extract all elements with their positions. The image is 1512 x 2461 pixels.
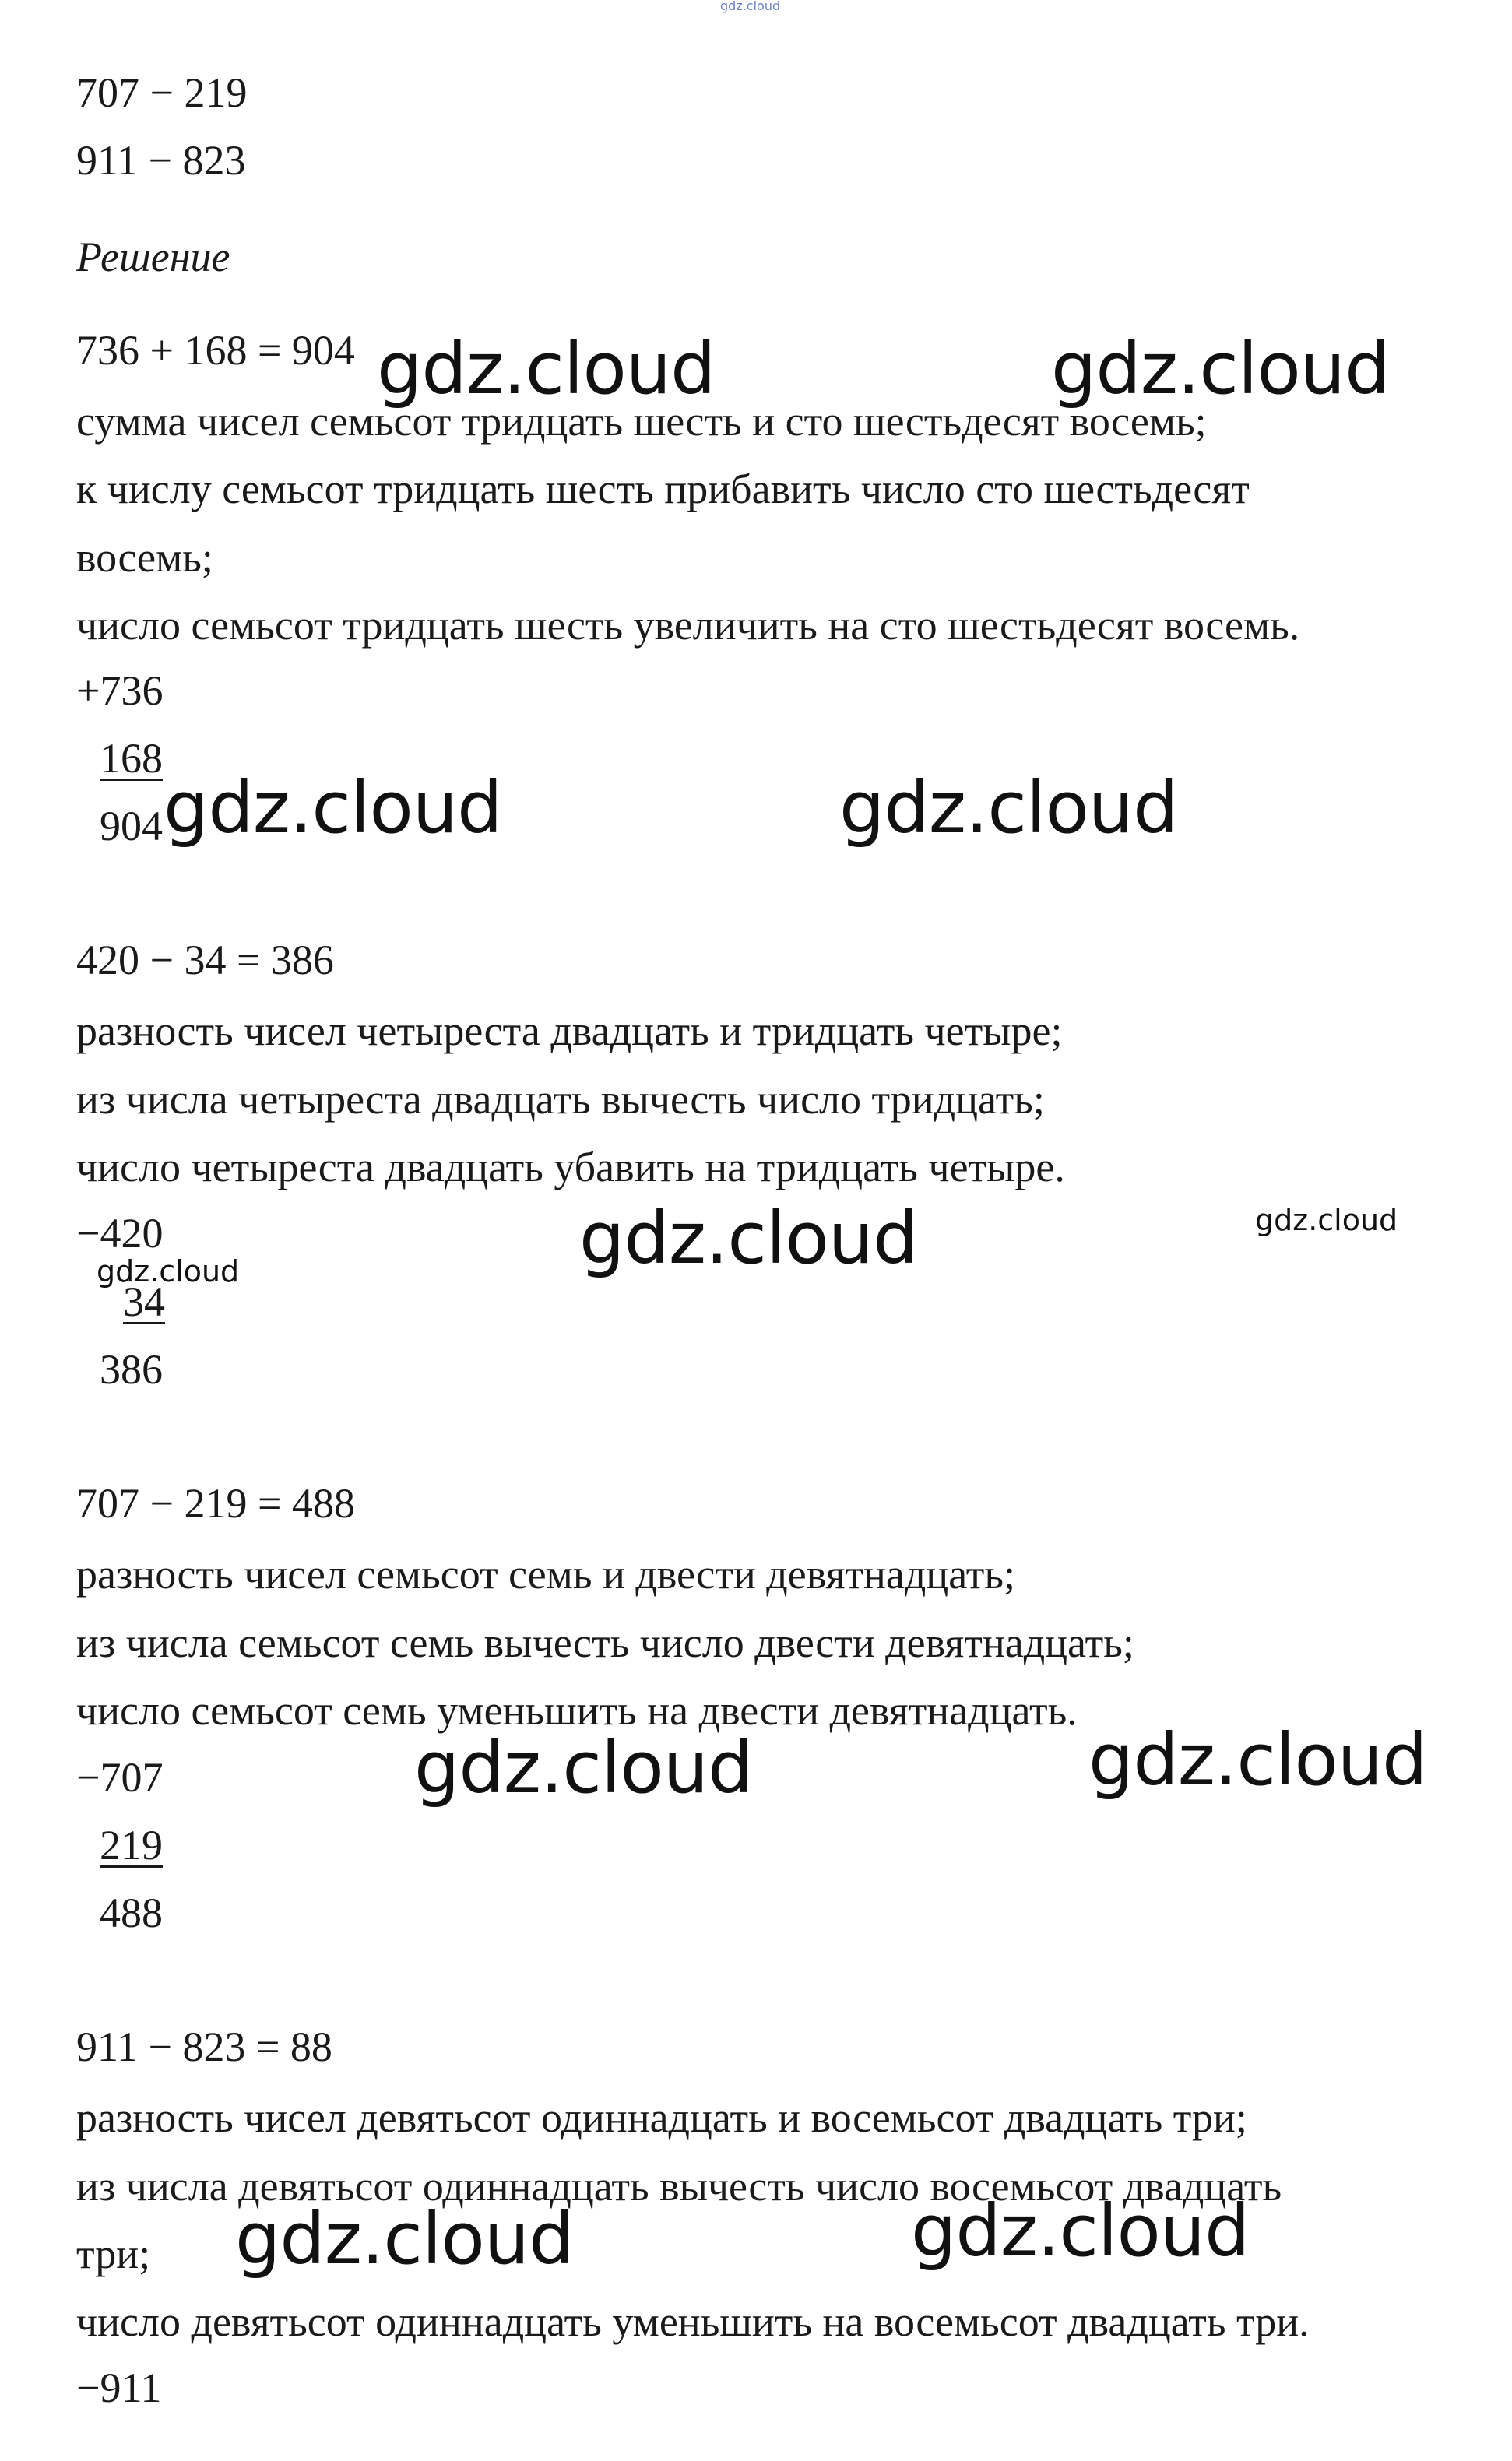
column-1-second: 168 [100,735,163,782]
exercise-line-2: 911 − 823 [76,137,246,184]
description-1-2: к числу семьсот тридцать шесть прибавить число сто шестьдесят [76,466,1250,512]
description-2-1: разность чисел четыреста двадцать и тридцать четыре; [76,1007,1063,1054]
description-4-4: число девятьсот одиннадцать уменьшить на восемьсот двадцать три. [76,2298,1310,2345]
watermark-10: gdz.cloud [235,2197,574,2280]
equation-1: 736 + 168 = 904 [76,327,355,374]
header-watermark: gdz.cloud [720,0,781,13]
description-4-2: из числа девятьсот одиннадцать вычесть число восемьсот двадцать [76,2163,1282,2210]
watermark-4: gdz.cloud [839,766,1178,849]
description-2-3: число четыреста двадцать убавить на тридцать четыре. [76,1144,1065,1190]
description-4-1: разность чисел девятьсот одиннадцать и восемьсот двадцать три; [76,2094,1247,2141]
description-1-4: число семьсот тридцать шесть увеличить на сто шестьдесят восемь. [76,602,1300,649]
description-1-3: восемь; [76,534,213,581]
equation-3: 707 − 219 = 488 [76,1480,355,1527]
watermark-3: gdz.cloud [164,766,502,849]
column-3-result: 488 [100,1890,163,1936]
column-2-result: 386 [100,1346,163,1393]
watermark-9: gdz.cloud [1088,1718,1427,1802]
column-1-result: 904 [100,803,163,849]
equation-2: 420 − 34 = 386 [76,937,334,983]
watermark-11: gdz.cloud [911,2189,1250,2273]
watermark-1: gdz.cloud [377,327,716,410]
description-4-3: три; [76,2231,151,2277]
watermark-2: gdz.cloud [1051,327,1390,410]
exercise-line-1: 707 − 219 [76,69,248,116]
description-3-3: число семьсот семь уменьшить на двести девятнадцать. [76,1687,1078,1734]
column-3-top: −707 [76,1754,164,1801]
description-3-1: разность чисел семьсот семь и двести девятнадцать; [76,1551,1016,1598]
solution-label: Решение [76,234,230,280]
column-1-top: +736 [76,667,164,714]
description-3-2: из числа семьсот семь вычесть число двести девятнадцать; [76,1619,1134,1666]
description-2-2: из числа четыреста двадцать вычесть число тридцать; [76,1076,1045,1123]
column-2-top: −420 [76,1210,164,1257]
equation-4: 911 − 823 = 88 [76,2023,332,2070]
watermark-5: gdz.cloud [579,1197,918,1280]
column-3-second: 219 [100,1822,163,1869]
description-1-1: сумма чисел семьсот тридцать шесть и сто шестьдесят восемь; [76,398,1207,445]
watermark-8: gdz.cloud [414,1726,753,1809]
watermark-6: gdz.cloud [1255,1203,1398,1237]
watermark-7: gdz.cloud [97,1254,240,1289]
column-4-top: −911 [76,2364,162,2411]
column-2-second: 34 [123,1278,165,1325]
